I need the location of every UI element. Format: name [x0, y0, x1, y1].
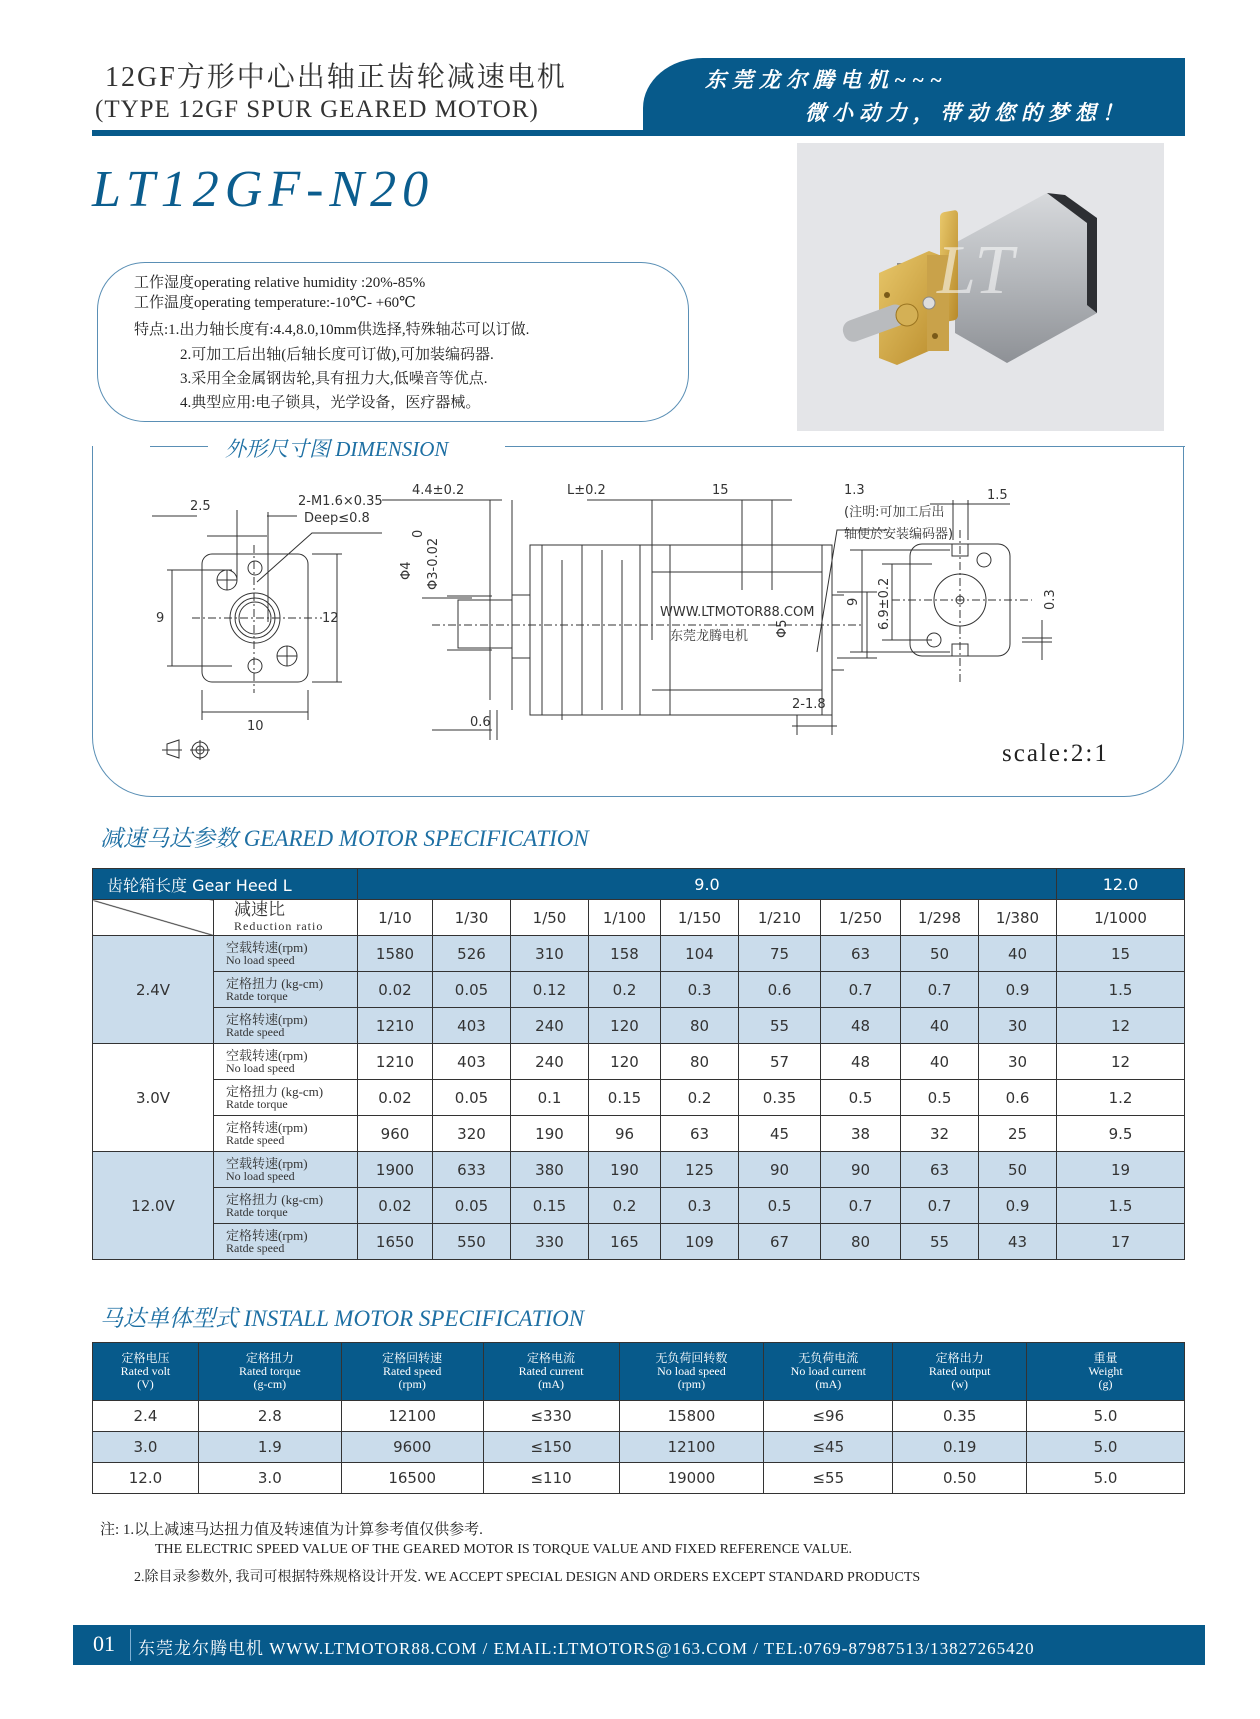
dim-label: 2-M1.6×0.35 — [298, 494, 383, 509]
install-header-row — [93, 1343, 1185, 1401]
feature-item: 2.可加工后出轴(后轴长度可订做),可加装编码器. — [180, 347, 494, 363]
install-value-cell: ≤110 — [483, 1463, 619, 1494]
dim-label: 9 — [156, 611, 165, 626]
value-cell: 633 — [433, 1152, 511, 1188]
spec-row — [93, 936, 1185, 972]
install-row — [93, 1432, 1185, 1463]
value-cell: 1.5 — [1057, 972, 1185, 1008]
install-value-cell: 19000 — [619, 1463, 764, 1494]
value-cell: 9.5 — [1057, 1116, 1185, 1152]
install-header-unit: (g) — [1098, 1377, 1113, 1391]
install-header-en: Rated speed — [383, 1364, 442, 1378]
spec-row — [93, 1008, 1185, 1044]
value-cell: 1210 — [358, 1008, 433, 1044]
install-header-cn: 定格电流 — [527, 1351, 576, 1365]
value-cell: 32 — [901, 1116, 979, 1152]
install-header-en: Rated current — [518, 1364, 584, 1378]
install-header-unit: (rpm) — [677, 1377, 706, 1391]
gear-head-row — [93, 869, 1185, 900]
install-spec-table — [92, 1342, 1185, 1494]
dim-label: 15 — [712, 483, 729, 498]
dim-label: 2.5 — [190, 499, 211, 514]
install-header-cn: 重量 — [1093, 1351, 1118, 1365]
model-number: LT12GF-N20 — [92, 161, 435, 218]
dim-label: 2-1.8 — [792, 697, 826, 712]
header-title-cn: 12GF方形中心出轴正齿轮减速电机 — [105, 62, 567, 93]
install-value-cell: ≤45 — [764, 1432, 893, 1463]
ratio-cell: 1/298 — [901, 900, 979, 936]
install-header-unit: (rpm) — [398, 1377, 426, 1391]
value-cell: 0.7 — [901, 972, 979, 1008]
geared-spec-title: 减速马达参数 GEARED MOTOR SPECIFICATION — [100, 826, 589, 851]
value-cell: 63 — [821, 936, 901, 972]
value-cell: 75 — [739, 936, 821, 972]
row-label-en: Ratde speed — [226, 1024, 285, 1039]
header-title-en: (TYPE 12GF SPUR GEARED MOTOR) — [95, 96, 539, 123]
ratio-cell: 1/380 — [979, 900, 1057, 936]
install-header-cell — [619, 1343, 764, 1401]
row-label-cn: 定格转速(rpm) — [226, 1227, 308, 1243]
value-cell: 45 — [739, 1116, 821, 1152]
value-cell: 19 — [1057, 1152, 1185, 1188]
humidity-spec: 工作湿度operating relative humidity :20%-85% — [134, 275, 426, 291]
ratio-cell: 1/210 — [739, 900, 821, 936]
value-cell: 330 — [511, 1224, 589, 1260]
value-cell: 960 — [358, 1116, 433, 1152]
value-cell: 0.5 — [901, 1080, 979, 1116]
install-header-unit: (g-cm) — [253, 1377, 287, 1391]
row-label — [214, 1080, 358, 1116]
gear-head-label: 齿轮箱长度 Gear Heed L — [93, 869, 358, 900]
value-cell: 96 — [589, 1116, 661, 1152]
value-cell: 0.7 — [821, 1188, 901, 1224]
value-cell: 190 — [589, 1152, 661, 1188]
dim-label: 1.5 — [987, 488, 1008, 503]
value-cell: 0.12 — [511, 972, 589, 1008]
spec-row — [93, 1080, 1185, 1116]
dim-label: 0 — [411, 529, 426, 538]
drawing-website: WWW.LTMOTOR88.COM — [660, 605, 815, 620]
voltage-cell: 2.4V — [93, 936, 214, 1044]
value-cell: 1900 — [358, 1152, 433, 1188]
install-value-cell: ≤55 — [764, 1463, 893, 1494]
value-cell: 55 — [739, 1008, 821, 1044]
dim-note: 轴便於安装编码器) — [844, 527, 954, 542]
install-value-cell: 2.4 — [93, 1401, 199, 1432]
dim-note: (注明:可加工后出 — [844, 505, 945, 520]
install-value-cell: 5.0 — [1027, 1432, 1185, 1463]
value-cell: 40 — [979, 936, 1057, 972]
value-cell: 0.15 — [511, 1188, 589, 1224]
install-header-cell — [764, 1343, 893, 1401]
install-value-cell: 5.0 — [1027, 1401, 1185, 1432]
value-cell: 310 — [511, 936, 589, 972]
install-spec-title: 马达单体型式 INSTALL MOTOR SPECIFICATION — [100, 1306, 585, 1331]
ratio-cell: 1/250 — [821, 900, 901, 936]
value-cell: 0.02 — [358, 972, 433, 1008]
value-cell: 63 — [661, 1116, 739, 1152]
row-label-cn: 定格转速(rpm) — [226, 1011, 308, 1027]
install-header-unit: (V) — [137, 1377, 154, 1391]
value-cell: 0.7 — [821, 972, 901, 1008]
value-cell: 90 — [739, 1152, 821, 1188]
install-header-en: Weight — [1088, 1364, 1123, 1378]
value-cell: 1580 — [358, 936, 433, 972]
spec-row — [93, 1188, 1185, 1224]
value-cell: 0.02 — [358, 1080, 433, 1116]
spec-row — [93, 1044, 1185, 1080]
install-value-cell: 0.50 — [893, 1463, 1027, 1494]
row-label-cn: 空载转速(rpm) — [226, 939, 308, 955]
install-value-cell: 3.0 — [93, 1432, 199, 1463]
value-cell: 320 — [433, 1116, 511, 1152]
value-cell: 240 — [511, 1044, 589, 1080]
note-2: 2.除目录参数外, 我司可根据特殊规格设计开发. WE ACCEPT SPECIAL DESIGN AND ORDERS EXCEPT STANDARD PRODUCTS — [134, 1570, 921, 1585]
ratio-label-en: Reduction ratio — [234, 918, 324, 933]
spec-row — [93, 1116, 1185, 1152]
value-cell: 1650 — [358, 1224, 433, 1260]
row-label-en: Ratde speed — [226, 1132, 285, 1147]
value-cell: 30 — [979, 1008, 1057, 1044]
temperature-spec: 工作温度operating temperature:-10℃- +60℃ — [134, 295, 416, 311]
install-header-cell — [198, 1343, 341, 1401]
value-cell: 104 — [661, 936, 739, 972]
value-cell: 48 — [821, 1008, 901, 1044]
row-label-cn: 定格转速(rpm) — [226, 1119, 308, 1135]
value-cell: 0.2 — [589, 1188, 661, 1224]
voltage-cell: 12.0V — [93, 1152, 214, 1260]
row-label — [214, 972, 358, 1008]
dim-label: Φ4 — [399, 561, 414, 580]
install-header-cell — [93, 1343, 199, 1401]
value-cell: 80 — [821, 1224, 901, 1260]
dim-label: Φ5 — [775, 619, 790, 638]
install-value-cell: 12.0 — [93, 1463, 199, 1494]
install-header-cn: 定格扭力 — [245, 1351, 294, 1365]
install-value-cell: 5.0 — [1027, 1463, 1185, 1494]
value-cell: 158 — [589, 936, 661, 972]
value-cell: 17 — [1057, 1224, 1185, 1260]
install-value-cell: 0.35 — [893, 1401, 1027, 1432]
value-cell: 526 — [433, 936, 511, 972]
features-box — [97, 262, 689, 422]
install-row — [93, 1463, 1185, 1494]
feature-item: 4.典型应用:电子锁具，光学设备，医疗器械。 — [180, 395, 481, 411]
note-1: 注: 1.以上减速马达扭力值及转速值为计算参考值仅供参考. — [100, 1522, 483, 1538]
value-cell: 63 — [901, 1152, 979, 1188]
value-cell: 67 — [739, 1224, 821, 1260]
row-label-en: Ratde speed — [226, 1240, 285, 1255]
value-cell: 30 — [979, 1044, 1057, 1080]
value-cell: 1.2 — [1057, 1080, 1185, 1116]
row-label — [214, 1116, 358, 1152]
value-cell: 0.9 — [979, 972, 1057, 1008]
install-row — [93, 1401, 1185, 1432]
footer-contact: 东莞龙尔腾电机 WWW.LTMOTOR88.COM / EMAIL:LTMOTORS@163.COM / TEL:0769-87987513/13827265420 — [138, 1639, 1035, 1658]
value-cell: 380 — [511, 1152, 589, 1188]
value-cell: 125 — [661, 1152, 739, 1188]
install-header-cn: 定格出力 — [935, 1351, 984, 1365]
value-cell: 15 — [1057, 936, 1185, 972]
value-cell: 550 — [433, 1224, 511, 1260]
voltage-cell: 3.0V — [93, 1044, 214, 1152]
value-cell: 0.05 — [433, 1188, 511, 1224]
install-value-cell: 1.9 — [198, 1432, 341, 1463]
install-header-cell — [893, 1343, 1027, 1401]
value-cell: 0.3 — [661, 1188, 739, 1224]
install-value-cell: 2.8 — [198, 1401, 341, 1432]
footer-bar — [73, 1625, 1205, 1665]
gear-head-group: 12.0 — [1057, 869, 1185, 900]
install-value-cell: 9600 — [341, 1432, 483, 1463]
value-cell: 120 — [589, 1044, 661, 1080]
motor-illustration — [797, 143, 1164, 431]
value-cell: 25 — [979, 1116, 1057, 1152]
row-label — [214, 1008, 358, 1044]
dim-label: 6.9±0.2 — [877, 577, 892, 630]
install-header-cn: 无负荷电流 — [798, 1351, 859, 1365]
value-cell: 80 — [661, 1008, 739, 1044]
row-label — [214, 936, 358, 972]
install-header-en: Rated volt — [120, 1364, 171, 1378]
install-value-cell: ≤330 — [483, 1401, 619, 1432]
spec-row — [93, 1224, 1185, 1260]
value-cell: 0.02 — [358, 1188, 433, 1224]
dim-label: 0.3 — [1043, 589, 1058, 610]
value-cell: 403 — [433, 1008, 511, 1044]
value-cell: 0.7 — [901, 1188, 979, 1224]
ratio-row — [93, 900, 1185, 936]
value-cell: 80 — [661, 1044, 739, 1080]
install-header-cell — [1027, 1343, 1185, 1401]
install-value-cell: 15800 — [619, 1401, 764, 1432]
value-cell: 0.2 — [661, 1080, 739, 1116]
dim-label: 1.3 — [844, 483, 865, 498]
value-cell: 240 — [511, 1008, 589, 1044]
feature-item: 3.采用全金属钢齿轮,具有扭力大,低噪音等优点. — [180, 371, 488, 387]
install-header-cn: 定格回转速 — [382, 1351, 443, 1365]
row-label — [214, 1044, 358, 1080]
value-cell: 12 — [1057, 1044, 1185, 1080]
value-cell: 12 — [1057, 1008, 1185, 1044]
value-cell: 50 — [979, 1152, 1057, 1188]
value-cell: 1.5 — [1057, 1188, 1185, 1224]
install-header-unit: (w) — [951, 1377, 969, 1391]
ratio-label — [214, 900, 358, 936]
install-value-cell: 3.0 — [198, 1463, 341, 1494]
value-cell: 90 — [821, 1152, 901, 1188]
value-cell: 0.3 — [661, 972, 739, 1008]
install-value-cell: 16500 — [341, 1463, 483, 1494]
divider — [130, 1629, 131, 1661]
ratio-label-cn: 减速比 — [234, 899, 285, 919]
dim-label: 12 — [322, 611, 339, 626]
value-cell: 50 — [901, 936, 979, 972]
row-label-cn: 空载转速(rpm) — [226, 1047, 308, 1063]
ratio-cell: 1/50 — [511, 900, 589, 936]
dim-label: 4.4±0.2 — [412, 483, 465, 498]
geared-spec-table — [92, 868, 1185, 1260]
install-header-cell — [341, 1343, 483, 1401]
value-cell: 40 — [901, 1044, 979, 1080]
value-cell: 0.05 — [433, 1080, 511, 1116]
value-cell: 55 — [901, 1224, 979, 1260]
install-header-unit: (mA) — [538, 1377, 565, 1391]
row-label-en: No load speed — [226, 1168, 295, 1183]
value-cell: 40 — [901, 1008, 979, 1044]
drawing-scale: scale:2:1 — [1002, 740, 1109, 767]
row-label-cn: 定格扭力 (kg-cm) — [226, 1191, 324, 1207]
feature-item: 特点:1.出力轴长度有:4.4,8.0,10mm供选择,特殊轴芯可以订做. — [134, 322, 530, 338]
install-header-cell — [483, 1343, 619, 1401]
value-cell: 165 — [589, 1224, 661, 1260]
value-cell: 0.5 — [739, 1188, 821, 1224]
install-header-en: Rated output — [928, 1364, 991, 1378]
ratio-cell: 1/1000 — [1057, 900, 1185, 936]
value-cell: 0.6 — [739, 972, 821, 1008]
value-cell: 190 — [511, 1116, 589, 1152]
value-cell: 0.2 — [589, 972, 661, 1008]
dim-label: 9 — [846, 597, 861, 606]
dim-label: 0.6 — [470, 715, 491, 730]
dim-label: L±0.2 — [567, 483, 606, 498]
value-cell: 0.5 — [821, 1080, 901, 1116]
value-cell: 0.15 — [589, 1080, 661, 1116]
row-label — [214, 1188, 358, 1224]
row-label-cn: 空载转速(rpm) — [226, 1155, 308, 1171]
install-value-cell: ≤150 — [483, 1432, 619, 1463]
dim-label: 10 — [247, 719, 264, 734]
drawing-company: 东莞龙腾电机 — [670, 629, 749, 644]
corner-cell — [93, 900, 214, 936]
ratio-cell: 1/150 — [661, 900, 739, 936]
ratio-cell: 1/10 — [358, 900, 433, 936]
install-value-cell: 12100 — [341, 1401, 483, 1432]
row-label-cn: 定格扭力 (kg-cm) — [226, 1083, 324, 1099]
install-header-en: No load speed — [657, 1364, 726, 1378]
value-cell: 0.35 — [739, 1080, 821, 1116]
value-cell: 0.1 — [511, 1080, 589, 1116]
slogan-line-1: 东莞龙尔腾电机~~~ — [705, 68, 948, 92]
row-label-en: No load speed — [226, 1060, 295, 1075]
dim-label: Deep≤0.8 — [304, 511, 370, 526]
ratio-cell: 1/30 — [433, 900, 511, 936]
product-photo — [797, 143, 1164, 431]
slogan-line-2: 微小动力，带动您的梦想！ — [805, 101, 1129, 125]
row-label-cn: 定格扭力 (kg-cm) — [226, 975, 324, 991]
ratio-cell: 1/100 — [589, 900, 661, 936]
install-header-en: Rated torque — [239, 1364, 301, 1378]
value-cell: 109 — [661, 1224, 739, 1260]
install-header-cn: 定格电压 — [121, 1351, 170, 1365]
row-label-en: Ratde torque — [226, 1096, 288, 1111]
value-cell: 43 — [979, 1224, 1057, 1260]
projection-symbol — [162, 740, 210, 760]
value-cell: 57 — [739, 1044, 821, 1080]
row-label-en: No load speed — [226, 952, 295, 967]
value-cell: 0.6 — [979, 1080, 1057, 1116]
spec-row — [93, 1152, 1185, 1188]
install-value-cell: 0.19 — [893, 1432, 1027, 1463]
install-header-cn: 无负荷回转数 — [655, 1351, 728, 1365]
dim-label: Φ3-0.02 — [426, 537, 441, 590]
note-1-en: THE ELECTRIC SPEED VALUE OF THE GEARED MOTOR IS TORQUE VALUE AND FIXED REFERENCE VALUE. — [155, 1542, 853, 1557]
row-label-en: Ratde torque — [226, 1204, 288, 1219]
value-cell: 0.9 — [979, 1188, 1057, 1224]
page-number: 01 — [93, 1631, 115, 1656]
value-cell: 1210 — [358, 1044, 433, 1080]
value-cell: 48 — [821, 1044, 901, 1080]
row-label-en: Ratde torque — [226, 988, 288, 1003]
install-header-en: No load current — [790, 1364, 866, 1378]
row-label — [214, 1224, 358, 1260]
dimension-title: 外形尺寸图 DIMENSION — [225, 437, 449, 461]
value-cell: 403 — [433, 1044, 511, 1080]
spec-row — [93, 972, 1185, 1008]
row-label — [214, 1152, 358, 1188]
install-value-cell: ≤96 — [764, 1401, 893, 1432]
photo-watermark: LT — [937, 232, 1014, 309]
value-cell: 0.05 — [433, 972, 511, 1008]
install-header-unit: (mA) — [815, 1377, 842, 1391]
gear-head-group: 9.0 — [358, 869, 1057, 900]
value-cell: 120 — [589, 1008, 661, 1044]
value-cell: 38 — [821, 1116, 901, 1152]
install-value-cell: 12100 — [619, 1432, 764, 1463]
